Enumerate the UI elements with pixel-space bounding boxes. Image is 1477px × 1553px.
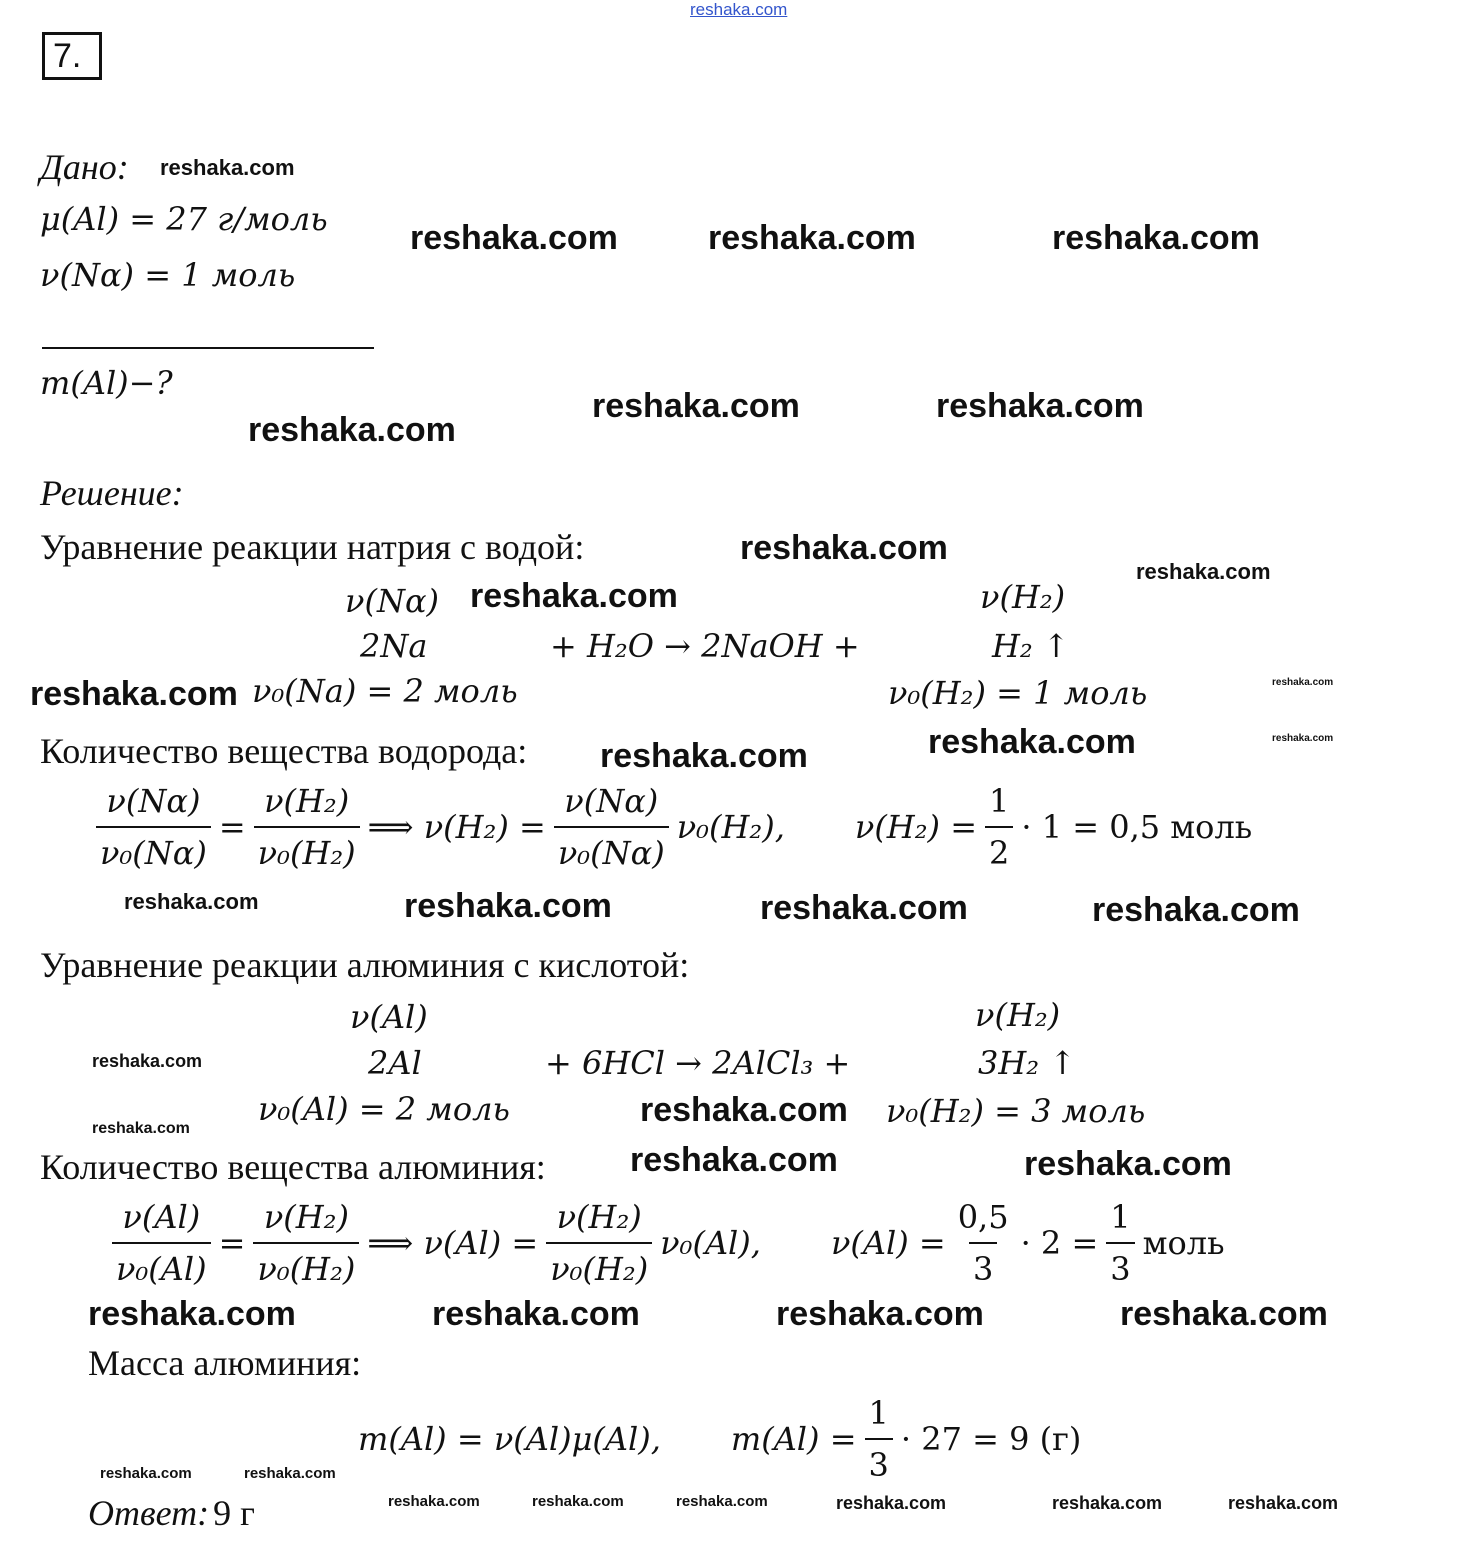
formula-tail: ν₀(H₂), (676, 808, 785, 846)
answer-value: 9 г (213, 1493, 255, 1533)
watermark: reshaka.com (592, 387, 800, 425)
result-right: · 1 = 0,5 моль (1021, 808, 1253, 846)
watermark: reshaka.com (404, 887, 612, 925)
watermark: reshaka.com (1136, 559, 1271, 584)
eq-text: 3H₂ ↑ (978, 1044, 1077, 1082)
watermark: reshaka.com (1092, 891, 1300, 929)
eq-text: ν(Al) (350, 998, 428, 1036)
site-link[interactable]: reshaka.com (690, 0, 788, 19)
eq-text: + H₂O → 2NaOH + (550, 627, 860, 665)
watermark: reshaka.com (1052, 1493, 1163, 1513)
heading: Уравнение реакции натрия с водой: (40, 527, 585, 567)
answer (88, 1492, 255, 1534)
denominator: ν₀(Al) (112, 1242, 211, 1288)
result-right: · 27 = 9 (г) (900, 1420, 1082, 1458)
watermark: reshaka.com (936, 387, 1144, 425)
eq-text: ν₀(H₂) = 1 моль (888, 674, 1148, 712)
denominator: ν₀(Nα) (554, 826, 669, 872)
watermark: reshaka.com (1228, 1493, 1339, 1513)
watermark: reshaka.com (532, 1493, 624, 1510)
formula-aluminium (104, 1198, 1225, 1288)
heading: Количество вещества водорода: (40, 731, 528, 771)
watermark: reshaka.com (92, 1120, 190, 1137)
numerator: ν(H₂) (264, 782, 350, 820)
denominator: 3 (969, 1242, 997, 1288)
eq-text: H₂ ↑ (992, 627, 1070, 665)
eq-text: ν(H₂) (975, 996, 1061, 1034)
formula-mass (358, 1394, 1081, 1484)
watermark: reshaka.com (1024, 1145, 1232, 1183)
eq-text: ν(H₂) (980, 578, 1066, 616)
watermark: reshaka.com (640, 1091, 848, 1129)
eq-text: 2Al (368, 1044, 422, 1082)
result-left: ν(H₂) = (854, 808, 977, 846)
watermark: reshaka.com (88, 1295, 296, 1333)
problem-number: 7. (42, 32, 102, 80)
formula-hydrogen (88, 782, 1252, 872)
watermark: reshaka.com (836, 1493, 947, 1513)
denominator: 2 (985, 826, 1013, 872)
watermark: reshaka.com (600, 737, 808, 775)
result-mid: · 2 = (1020, 1224, 1099, 1262)
watermark: reshaka.com (928, 723, 1136, 761)
denominator: 3 (865, 1438, 893, 1484)
watermark: reshaka.com (248, 411, 456, 449)
watermark: reshaka.com (92, 1051, 203, 1071)
watermark: reshaka.com (740, 529, 948, 567)
eq-text: ν₀(Al) = 2 моль (258, 1090, 510, 1128)
heading: Масса алюминия: (88, 1343, 362, 1383)
watermark: reshaka.com (1272, 733, 1334, 744)
watermark: reshaka.com (760, 889, 968, 927)
numerator: 0,5 (957, 1198, 1009, 1236)
heading: Количество вещества алюминия: (40, 1147, 546, 1187)
watermark: reshaka.com (410, 219, 618, 257)
equals: = (218, 1224, 246, 1262)
numerator: ν(Nα) (106, 782, 201, 820)
watermark: reshaka.com (1052, 219, 1260, 257)
given-label: Дано: (40, 147, 129, 187)
watermark: reshaka.com (30, 675, 238, 713)
eq-text: ν₀(H₂) = 3 моль (886, 1092, 1146, 1130)
result-left: ν(Al) = (830, 1224, 946, 1262)
denominator: ν₀(H₂) (546, 1242, 652, 1288)
find-line: m(Al)−? (40, 364, 173, 402)
result-left: m(Al) = (730, 1420, 857, 1458)
denominator: ν₀(H₂) (254, 826, 360, 872)
formula-tail: ν₀(Al), (660, 1224, 761, 1262)
given-line: μ(Al) = 27 г/моль (40, 200, 328, 238)
equals: = (218, 808, 246, 846)
divider (42, 347, 374, 349)
watermark: reshaka.com (470, 577, 678, 615)
given-line: ν(Nα) = 1 моль (40, 256, 296, 294)
answer-label: Ответ: (88, 1493, 210, 1533)
numerator: ν(H₂) (263, 1198, 349, 1236)
eq-text: 2Na (360, 627, 428, 665)
numerator: 1 (868, 1394, 889, 1432)
watermark: reshaka.com (776, 1295, 984, 1333)
eq-text: ν₀(Na) = 2 моль (252, 672, 518, 710)
denominator: 3 (1106, 1242, 1134, 1288)
numerator: ν(Al) (122, 1198, 201, 1236)
watermark: reshaka.com (432, 1295, 640, 1333)
eq-text: + 6HCl → 2AlCl₃ + (545, 1044, 851, 1082)
denominator: ν₀(H₂) (253, 1242, 359, 1288)
implication: ⟹ ν(H₂) = (367, 808, 546, 846)
numerator: ν(Nα) (564, 782, 659, 820)
solution-label: Решение: (40, 473, 184, 513)
numerator: 1 (1110, 1198, 1131, 1236)
numerator: ν(H₂) (556, 1198, 642, 1236)
watermark: reshaka.com (676, 1493, 768, 1510)
implication: ⟹ ν(Al) = (367, 1224, 539, 1262)
watermark: reshaka.com (630, 1141, 838, 1179)
watermark: reshaka.com (708, 219, 916, 257)
heading: Уравнение реакции алюминия с кислотой: (40, 945, 690, 985)
watermark: reshaka.com (100, 1465, 192, 1482)
eq-text: ν(Nα) (345, 582, 440, 620)
result-right: моль (1142, 1224, 1225, 1262)
formula-left: m(Al) = ν(Al)μ(Al), (358, 1420, 661, 1458)
watermark: reshaka.com (160, 155, 295, 180)
watermark: reshaka.com (244, 1465, 336, 1482)
watermark: reshaka.com (124, 889, 259, 914)
watermark: reshaka.com (1272, 677, 1334, 688)
numerator: 1 (989, 782, 1010, 820)
watermark: reshaka.com (388, 1493, 480, 1510)
watermark: reshaka.com (1120, 1295, 1328, 1333)
denominator: ν₀(Nα) (96, 826, 211, 872)
